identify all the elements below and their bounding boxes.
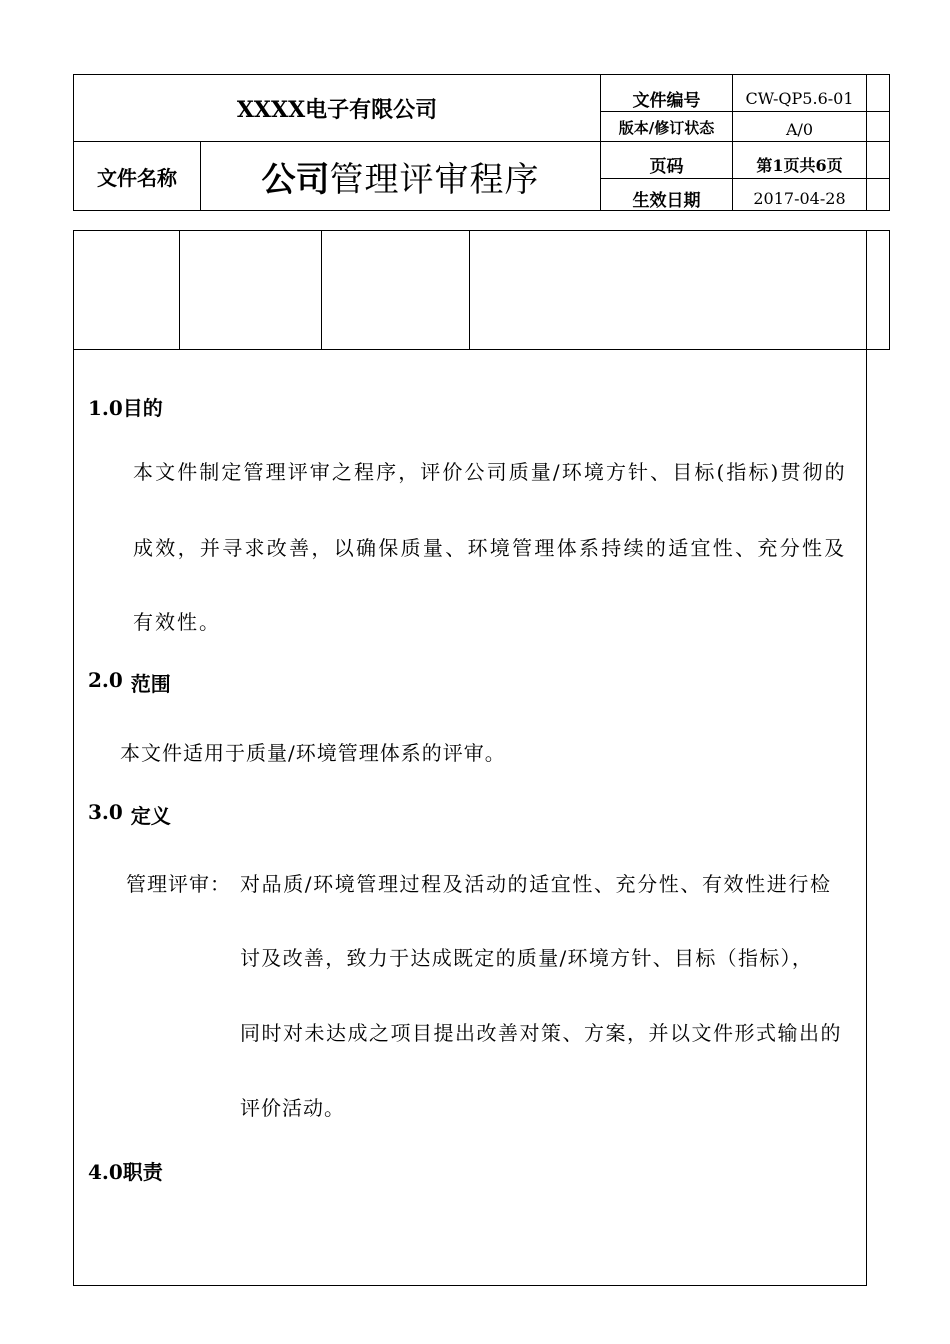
section-1-title: 目的	[122, 396, 163, 420]
section-2-number: 2.0	[88, 668, 123, 692]
section-4-heading	[88, 1156, 163, 1185]
section-3-title: 定义	[130, 804, 171, 828]
doc-title	[201, 142, 600, 210]
section-3-line-1: 对品质/环境管理过程及活动的适宜性、充分性、有效性进行检	[240, 872, 832, 896]
section-3-heading	[88, 800, 171, 829]
field-value-doc-number: CW-QP5.6-01	[745, 88, 854, 108]
field-label-page: 页码	[649, 156, 684, 177]
doc-name-label: 文件名称	[97, 165, 177, 190]
field-value-page: 第1页共6页	[756, 155, 843, 175]
section-4-title: 职责	[122, 1160, 163, 1184]
section-3-line-4: 评价活动。	[240, 1096, 345, 1120]
section-2-title: 范围	[130, 672, 171, 696]
section-3-term: 管理评审：	[126, 872, 231, 896]
section-3-number: 3.0	[88, 800, 123, 824]
field-value-effective-date: 2017-04-28	[753, 188, 846, 208]
field-label-doc-number: 文件编号	[632, 90, 701, 111]
doc-title-suffix: 管理评审程序	[329, 159, 540, 200]
section-1-line-1: 本文件制定管理评审之程序，评价公司质量/环境方针、目标(指标)贯彻的	[133, 460, 847, 484]
section-1-heading	[88, 392, 163, 421]
section-3-line-2: 讨及改善，致力于达成既定的质量/环境方针、目标（指标），	[240, 946, 814, 970]
section-2-line-1: 本文件适用于质量/环境管理体系的评审。	[120, 741, 506, 765]
field-label-version: 版本/修订状态	[618, 119, 715, 137]
section-1-line-2: 成效，并寻求改善，以确保质量、环境管理体系持续的适宜性、充分性及	[133, 536, 847, 560]
doc-title-prefix: 公司	[261, 159, 330, 200]
field-value-version: A/0	[785, 120, 814, 139]
section-2-heading	[88, 668, 171, 697]
company-name: XXXX电子有限公司	[236, 96, 438, 123]
field-label-effective-date: 生效日期	[632, 190, 701, 211]
section-3-line-3: 同时对未达成之项目提出改善对策、方案，并以文件形式输出的	[240, 1021, 842, 1045]
section-1-line-3: 有效性。	[133, 610, 221, 634]
section-4-number: 4.0	[88, 1160, 123, 1184]
section-1-number: 1.0	[88, 396, 123, 420]
